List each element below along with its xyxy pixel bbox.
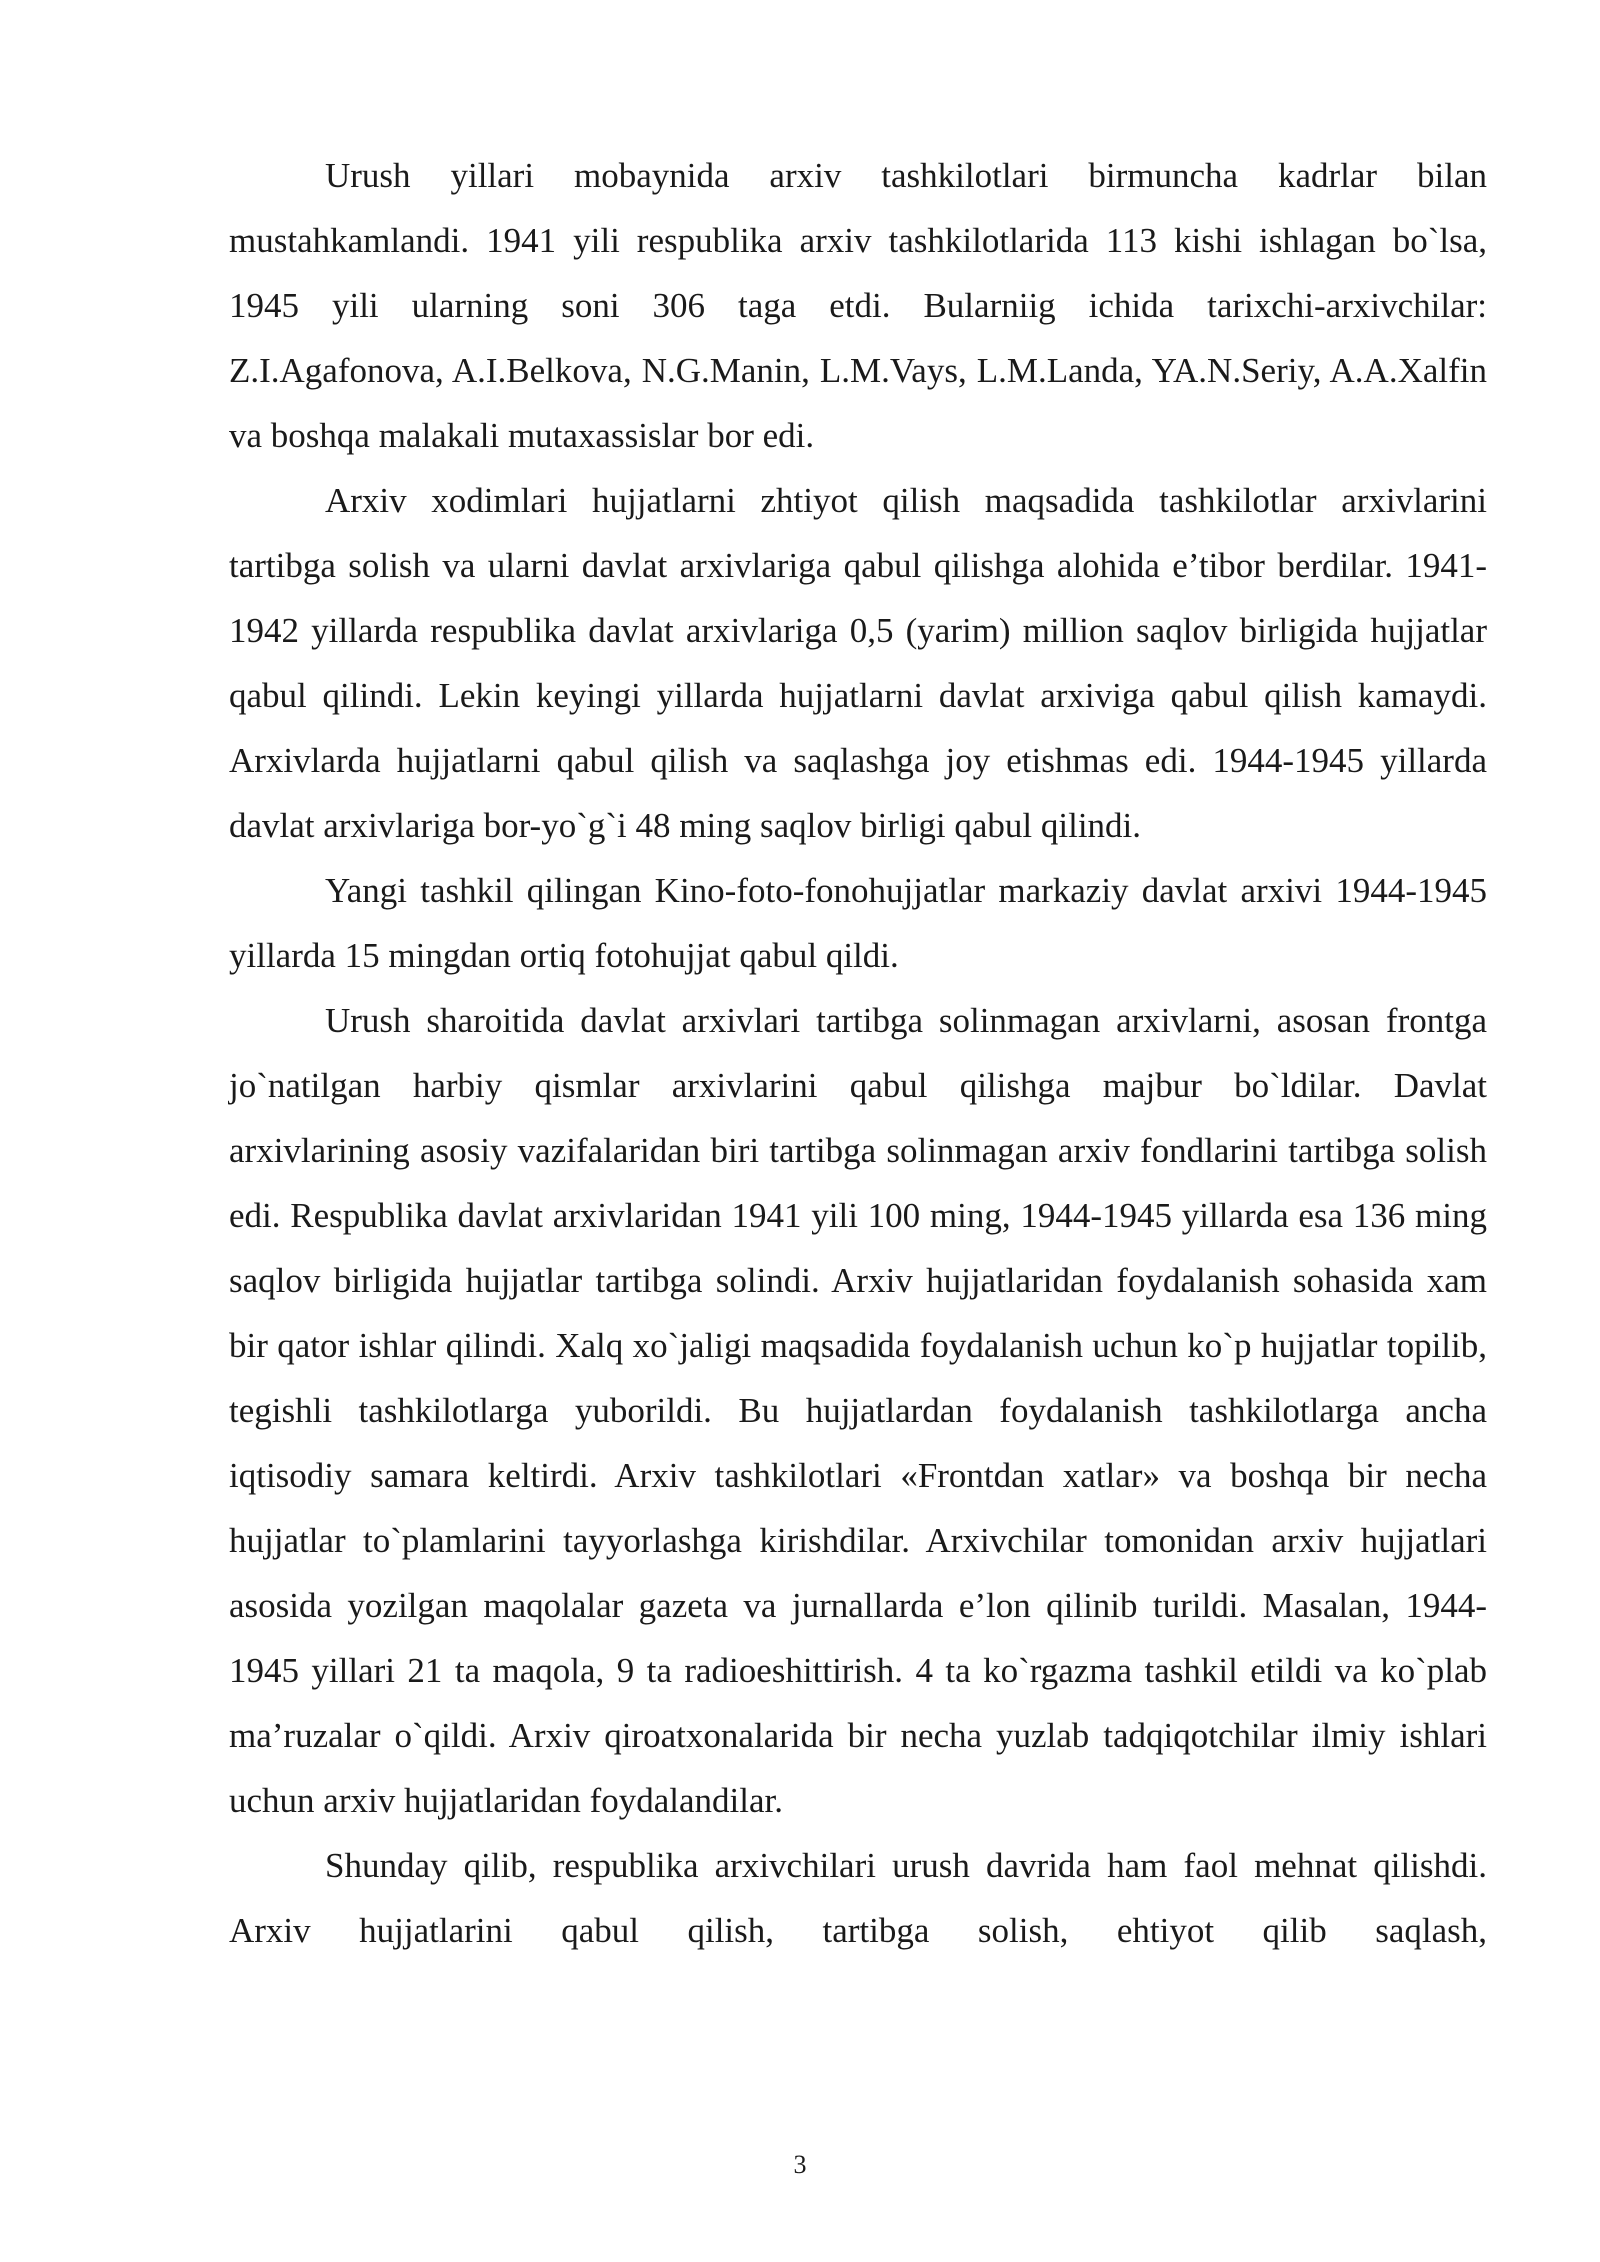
paragraph-1: Urush yillari mobaynida arxiv tashkilotlari birmuncha kadrlar bilan mustahkamlandi. 1941 yili respublika arxiv tashkilotlarida 113 kishi ishlagan bo`lsa, 1945 yili ularning soni 306 taga etdi. Bularniig ichida tarixchi-arxivchilar: Z.I.Agafonova, A.I.Belkova, N.G.Manin, L.M.Vays, L.M.Landa, YA.N.Seriy, A.A.Xalfin va boshqa malakali mutaxassislar bor edi.: [229, 156, 1487, 455]
paragraph-3: Yangi tashkil qilingan Kino-foto-fonohujjatlar markaziy davlat arxivi 1944-1945 yillarda 15 mingdan ortiq fotohujjat qabul qildi.: [229, 871, 1487, 975]
paragraph-4: Urush sharoitida davlat arxivlari tartibga solinmagan arxivlarni, asosan frontga jo`natilgan harbiy qismlar arxivlarini qabul qilishga majbur bo`ldilar. Davlat arxivlarining asosiy vazifalaridan biri tartibga solinmagan arxiv fondlarini tartibga solish edi. Respublika davlat arxivlaridan 1941 yili 100 ming, 1944-1945 yillarda esa 136 ming saqlov birligida hujjatlar tartibga solindi. Arxiv hujjatlaridan foydalanish sohasida xam bir qator ishlar qilindi. Xalq xo`jaligi maqsadida foydalanish uchun ko`p hujjatlar topilib, tegishli tashkilotlarga yuborildi. Bu hujjatlardan foydalanish tashkilotlarga ancha iqtisodiy samara keltirdi. Arxiv tashkilotlari «Frontdan xatlar» va boshqa bir necha hujjatlar to`plamlarini tayyorlashga kirishdilar. Arxivchilar tomonidan arxiv hujjatlari asosida yozilgan maqolalar gazeta va jurnallarda e’lon qilinib turildi. Masalan, 1944-1945 yillari 21 ta maqola, 9 ta radioeshittirish. 4 ta ko`rgazma tashkil etildi va ko`plab ma’ruzalar o`qildi. Arxiv qiroatxonalarida bir necha yuzlab tadqiqotchilar ilmiy ishlari uchun arxiv hujjatlaridan foydalandilar.: [229, 1001, 1487, 1820]
paragraph-2: Arxiv xodimlari hujjatlarni zhtiyot qilish maqsadida tashkilotlar arxivlarini tartibga solish va ularni davlat arxivlariga qabul qilishga alohida e’tibor berdilar. 1941-1942 yillarda respublika davlat arxivlariga 0,5 (yarim) million saqlov birligida hujjatlar qabul qilindi. Lekin keyingi yillarda hujjatlarni davlat arxiviga qabul qilish kamaydi. Arxivlarda hujjatlarni qabul qilish va saqlashga joy etishmas edi. 1944-1945 yillarda davlat arxivlariga bor-yo`g`i 48 ming saqlov birligi qabul qilindi.: [229, 481, 1487, 845]
page-number: 3: [793, 2150, 807, 2179]
body-text: [229, 143, 1487, 1963]
paragraph-5: Shunday qilib, respublika arxivchilari urush davrida ham faol mehnat qilishdi. Arxiv hujjatlarini qabul qilish, tartibga solish, ehtiyot qilib saqlash,: [229, 1846, 1487, 1950]
